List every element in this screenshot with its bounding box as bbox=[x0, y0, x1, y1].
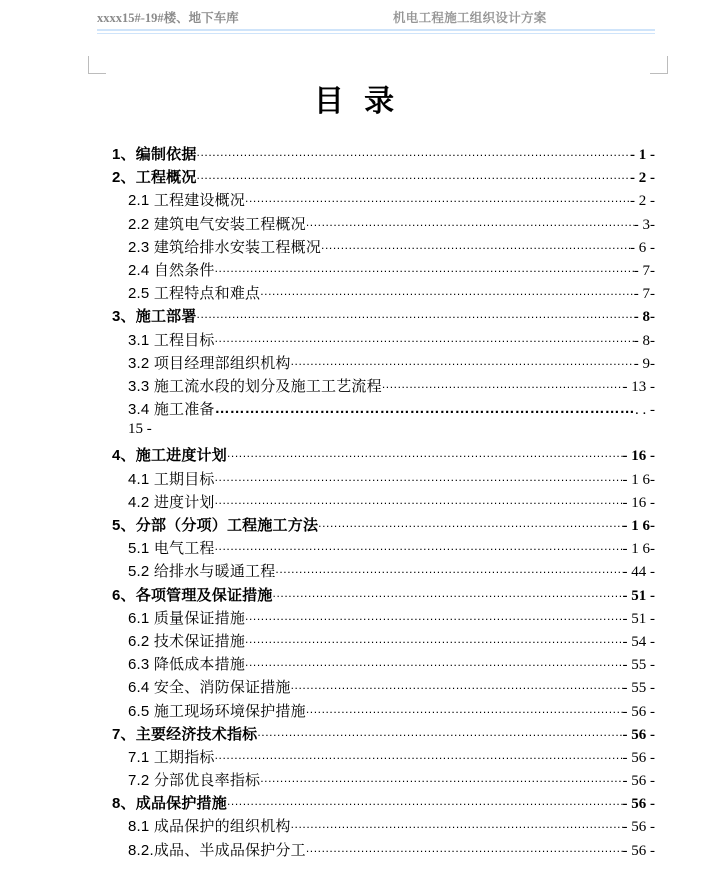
header-left-text: xxxx15#-19#楼、地下车库 bbox=[97, 11, 239, 25]
toc-page-number: - 1 6- bbox=[622, 471, 655, 488]
toc-page-number: - 56 - bbox=[622, 703, 655, 720]
toc-entry[interactable] bbox=[0, 166, 714, 189]
toc-entry-label: 1、编制依据 bbox=[112, 146, 197, 163]
toc-leader-dots bbox=[306, 839, 623, 857]
toc-leader-dots bbox=[215, 537, 623, 555]
toc-leader-dots bbox=[197, 166, 630, 184]
toc-entry[interactable] bbox=[0, 653, 714, 676]
toc-page-number: - 3- bbox=[633, 216, 655, 233]
toc-leader-dots bbox=[260, 769, 622, 787]
margin-corner-mark-top-left bbox=[88, 56, 106, 74]
toc-page-number: - 8- bbox=[633, 309, 655, 326]
toc-entry-label: 3.4 施工准备 bbox=[128, 401, 215, 419]
toc-page-number: - 7- bbox=[633, 286, 655, 303]
toc-leader-dots bbox=[275, 560, 622, 578]
toc-entry[interactable] bbox=[0, 560, 714, 583]
toc-entry-label: 6.5 施工现场环境保护措施 bbox=[128, 702, 306, 720]
header-right-text: 机电工程施工组织设计方案 bbox=[393, 11, 547, 25]
toc-leader-dots bbox=[382, 375, 623, 393]
toc-page-number: - 2 - bbox=[630, 193, 655, 210]
toc-entry[interactable] bbox=[0, 584, 714, 607]
toc-entry[interactable] bbox=[0, 815, 714, 838]
toc-entry-label: 8.1 成品保护的组织机构 bbox=[128, 818, 291, 836]
toc-leader-dots bbox=[306, 700, 623, 718]
toc-entry-label: 7.1 工期指标 bbox=[128, 748, 215, 766]
toc-entry-label: 5.1 电气工程 bbox=[128, 540, 215, 558]
toc-page-number: - 6 - bbox=[630, 239, 655, 256]
toc-entry[interactable] bbox=[0, 259, 714, 282]
header-divider-rule bbox=[97, 29, 655, 34]
toc-entry-label: 3、施工部署 bbox=[112, 308, 197, 326]
toc-leader-dots bbox=[215, 329, 634, 347]
toc-entry-label: 2.2 建筑电气安装工程概况 bbox=[128, 215, 306, 233]
toc-entry[interactable] bbox=[0, 769, 714, 792]
toc-page-number: - 1 - bbox=[630, 147, 655, 163]
toc-entry-label: 7、主要经济技术指标 bbox=[112, 725, 258, 743]
toc-page-number: - 9- bbox=[633, 355, 655, 372]
toc-entry-label: 2.4 自然条件 bbox=[128, 261, 215, 279]
toc-entry-wrapped-page-number: 15 - bbox=[128, 421, 152, 438]
toc-entry[interactable] bbox=[0, 329, 714, 352]
toc-page-number: - 54 - bbox=[622, 633, 655, 650]
toc-entry[interactable] bbox=[0, 723, 714, 746]
toc-entry-label: 3.1 工程目标 bbox=[128, 331, 215, 349]
toc-leader-dots bbox=[257, 723, 622, 741]
toc-page-number: - 51 - bbox=[622, 587, 655, 604]
margin-corner-mark-top-right bbox=[650, 56, 668, 74]
toc-entry-label: 4.2 进度计划 bbox=[128, 493, 215, 511]
toc-leader-dots bbox=[215, 259, 634, 277]
toc-entry-label: 7.2 分部优良率指标 bbox=[128, 772, 261, 790]
toc-entry[interactable] bbox=[0, 491, 714, 514]
toc-leader-dots bbox=[245, 630, 622, 648]
toc-leader-dots bbox=[215, 746, 623, 764]
toc-page-number: - 7- bbox=[633, 262, 655, 279]
toc-page-number: - 55 - bbox=[622, 657, 655, 674]
toc-leader-dots bbox=[197, 143, 630, 161]
toc-entry[interactable] bbox=[0, 236, 714, 259]
toc-entry[interactable] bbox=[0, 189, 714, 212]
toc-page-number: - 56 - bbox=[622, 819, 655, 836]
toc-entry[interactable] bbox=[0, 514, 714, 537]
toc-leader-dots bbox=[245, 607, 622, 625]
toc-leader-dots bbox=[291, 676, 623, 694]
toc-entry[interactable] bbox=[0, 607, 714, 630]
toc-page-number: - 16 - bbox=[622, 448, 655, 465]
toc-page-number: - 56 - bbox=[622, 773, 655, 790]
toc-page-number: - 16 - bbox=[622, 494, 655, 511]
toc-leader-dots bbox=[197, 305, 634, 323]
toc-entry[interactable] bbox=[0, 792, 714, 815]
toc-entry-label: 4、施工进度计划 bbox=[112, 447, 227, 465]
toc-entry-label: 2.5 工程特点和难点 bbox=[128, 285, 261, 303]
page-title: 目 录 bbox=[313, 85, 401, 118]
toc-leader-dots bbox=[321, 236, 630, 254]
toc-entry-label: 8、成品保护措施 bbox=[112, 795, 227, 813]
toc-entry[interactable] bbox=[0, 468, 714, 491]
toc-entry[interactable] bbox=[0, 537, 714, 560]
toc-entry-label: 6.4 安全、消防保证措施 bbox=[128, 679, 291, 697]
toc-entry[interactable] bbox=[0, 213, 714, 236]
toc-page-number: - 51 - bbox=[622, 610, 655, 627]
toc-entry-label: 4.1 工期目标 bbox=[128, 470, 215, 488]
toc-entry-label: 6.2 技术保证措施 bbox=[128, 632, 246, 650]
toc-entry-label: 6.3 降低成本措施 bbox=[128, 656, 246, 674]
toc-leader-dots bbox=[306, 213, 634, 231]
toc-entry-label: 5、分部（分项）工程施工方法 bbox=[112, 517, 319, 534]
toc-leader-dots bbox=[291, 815, 623, 833]
toc-entry-label: 2.1 工程建设概况 bbox=[128, 192, 246, 210]
toc-leader-dots bbox=[260, 282, 634, 300]
toc-entry[interactable] bbox=[0, 444, 714, 467]
toc-leader-dots bbox=[215, 468, 623, 486]
toc-page-number: - 1 6- bbox=[622, 541, 655, 558]
toc-page-number: - 44 - bbox=[622, 564, 655, 581]
toc-page-number: - 8- bbox=[633, 332, 655, 349]
toc-entry[interactable] bbox=[0, 143, 714, 166]
toc-entry-label: 2.3 建筑给排水安装工程概况 bbox=[128, 238, 322, 256]
toc-entry-label: 5.2 给排水与暖通工程 bbox=[128, 563, 276, 581]
toc-entry-label: 3.2 项目经理部组织机构 bbox=[128, 354, 291, 372]
toc-entry[interactable] bbox=[0, 282, 714, 305]
toc-entry[interactable] bbox=[0, 352, 714, 375]
toc-page-number: - 56 - bbox=[622, 796, 655, 813]
toc-entry[interactable] bbox=[0, 700, 714, 723]
toc-leader-dots bbox=[215, 491, 623, 509]
table-of-contents bbox=[0, 143, 714, 862]
toc-page-number: - 56 - bbox=[622, 726, 655, 743]
toc-page-number: - 55 - bbox=[622, 680, 655, 697]
toc-entry-label: 6、各项管理及保证措施 bbox=[112, 586, 273, 604]
toc-page-number: - 13 - bbox=[622, 378, 655, 395]
toc-entry[interactable] bbox=[0, 676, 714, 699]
toc-entry-label: 8.2.成品、半成品保护分工 bbox=[128, 841, 306, 859]
toc-entry[interactable] bbox=[0, 375, 714, 398]
toc-entry[interactable] bbox=[0, 746, 714, 769]
toc-entry-label: 2、工程概况 bbox=[112, 169, 197, 187]
toc-leader-dots bbox=[245, 653, 622, 671]
toc-leader-dots bbox=[227, 444, 623, 462]
toc-leader-dots bbox=[227, 792, 623, 810]
toc-leader-dots bbox=[318, 514, 622, 532]
toc-page-number: - 56 - bbox=[622, 749, 655, 766]
toc-entry[interactable] bbox=[0, 305, 714, 328]
toc-entry-label: 6.1 质量保证措施 bbox=[128, 609, 246, 627]
toc-entry[interactable] bbox=[0, 839, 714, 862]
toc-page-number: - 56 - bbox=[622, 842, 655, 859]
toc-entry[interactable] bbox=[0, 398, 714, 421]
toc-page-number: - 2 - bbox=[630, 170, 655, 187]
toc-entry[interactable] bbox=[0, 630, 714, 653]
toc-leader-dots bbox=[245, 189, 630, 207]
toc-page-number: . . - bbox=[635, 402, 655, 419]
toc-leader-dots bbox=[215, 400, 635, 418]
toc-leader-dots bbox=[273, 584, 623, 602]
toc-entry-label: 3.3 施工流水段的划分及施工工艺流程 bbox=[128, 377, 382, 395]
toc-leader-dots bbox=[291, 352, 634, 370]
toc-page-number: - 1 6- bbox=[622, 518, 655, 534]
